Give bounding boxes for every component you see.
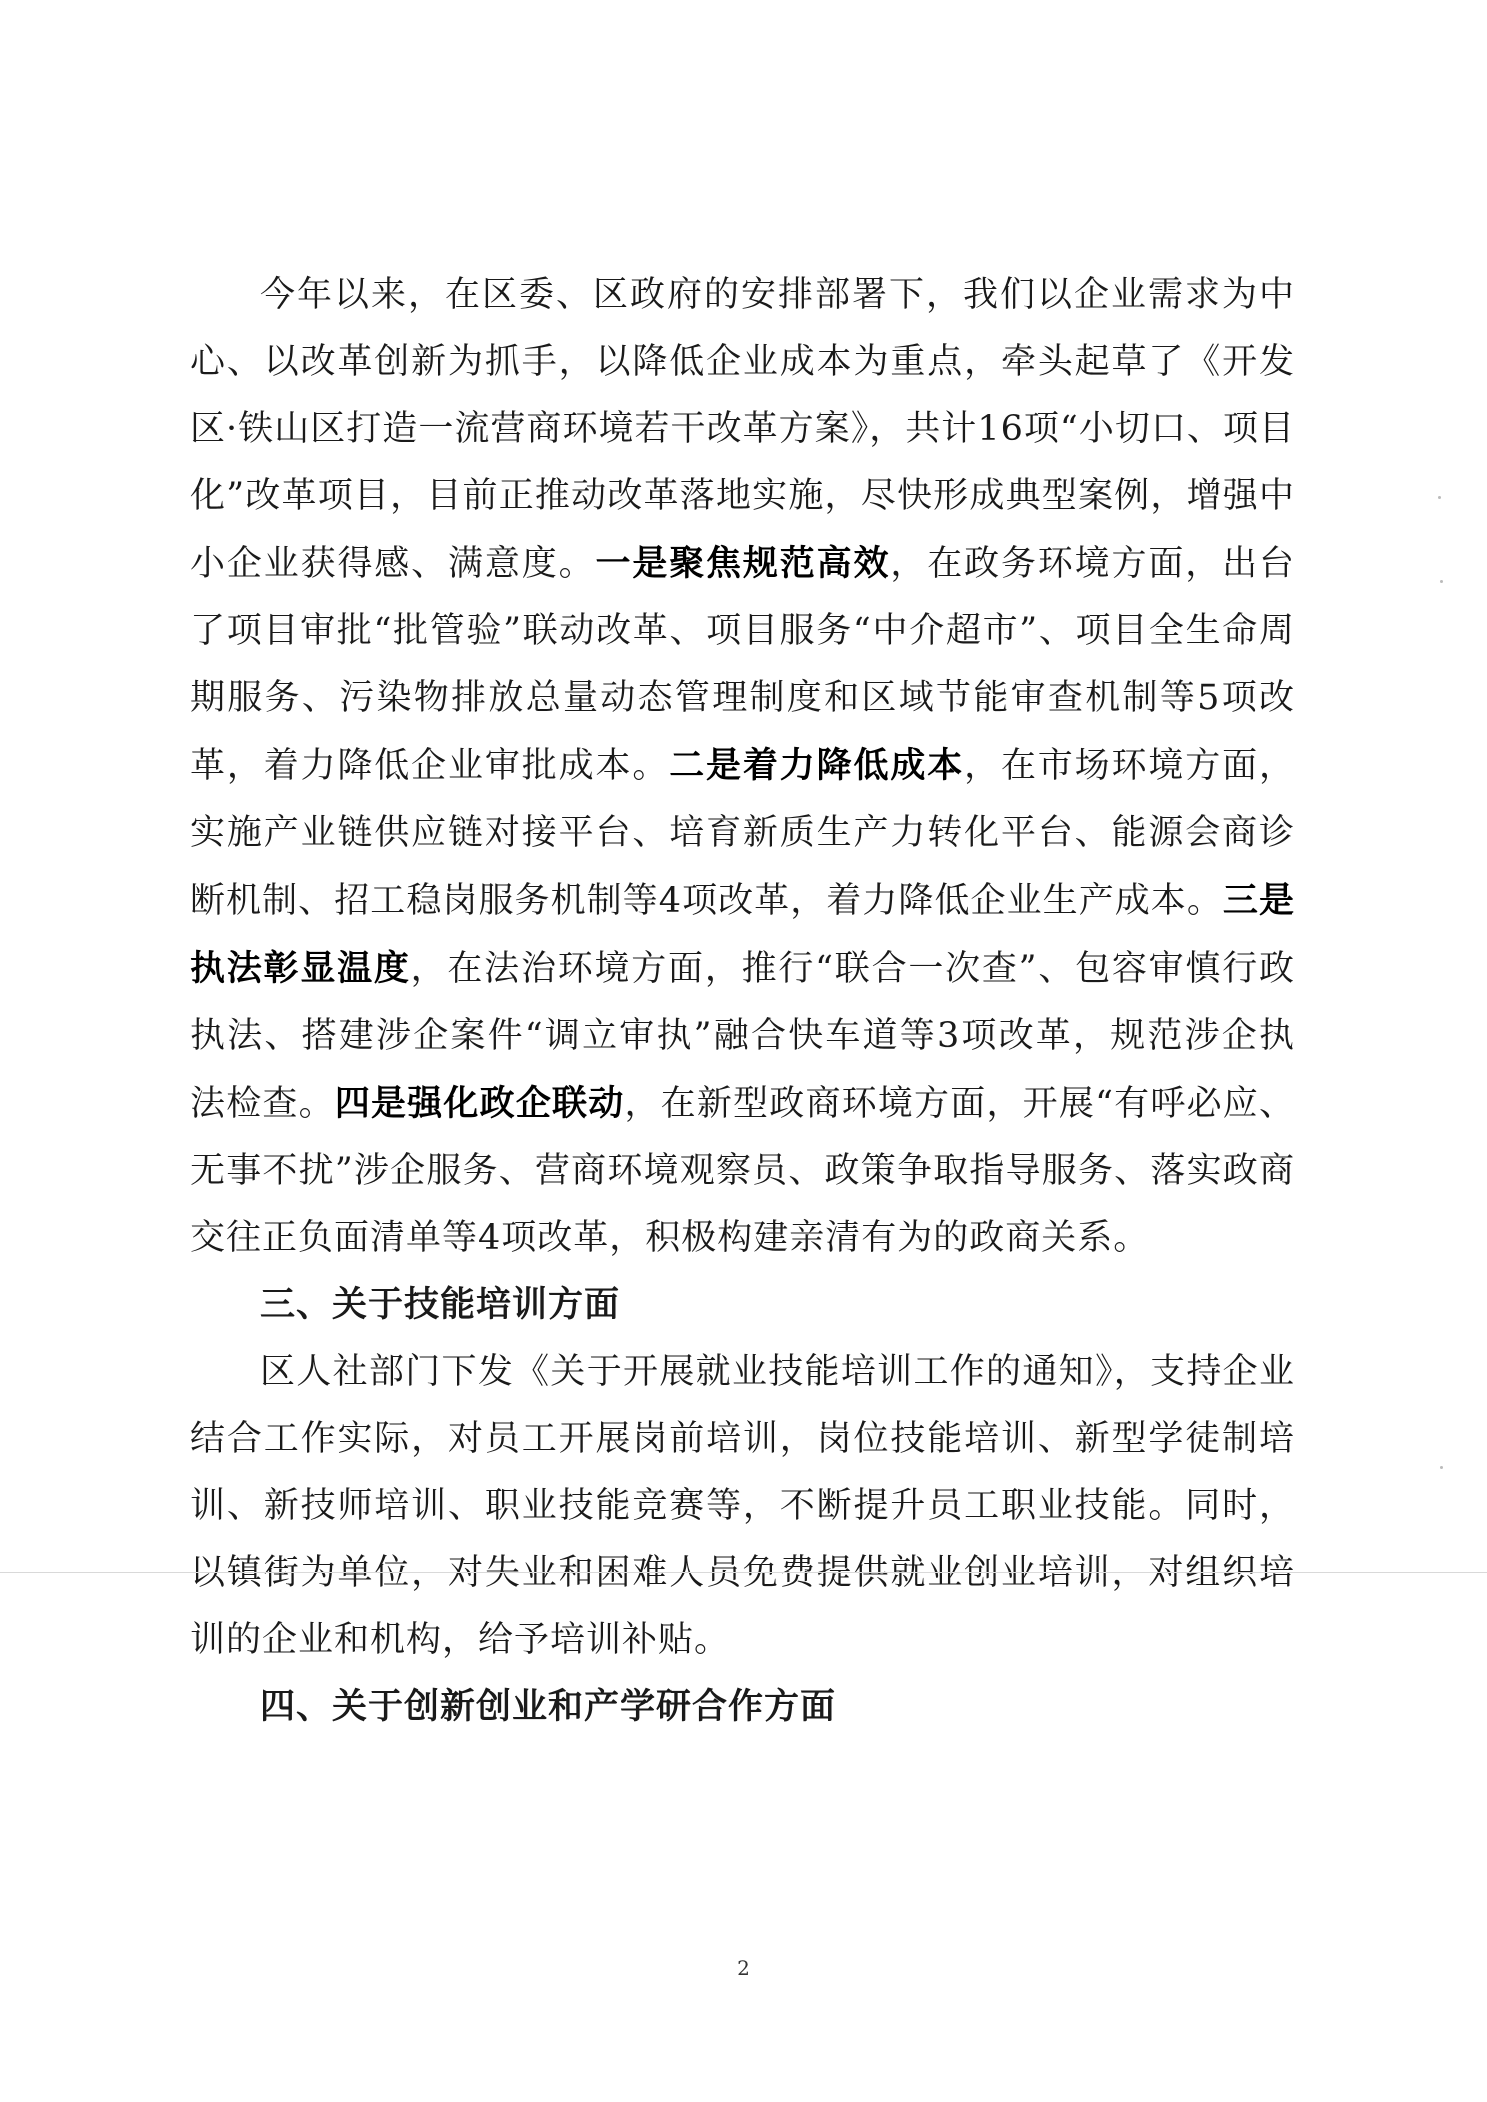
- text-segment: ，在新型政商环境方面，开展“有呼必应、无事不扰”涉企服务、营商环境观察员、政策争取指导服务、落实政商交往正负面清单等4项改革，积极构建亲清有为的政商关系。: [190, 1084, 1295, 1258]
- text-segment: ，在市场环境方面，实施产业链供应链对接平台、培育新质生产力转化平台、能源会商诊断机制、招工稳岗服务机制等4项改革，着力降低企业生产成本。: [190, 746, 1295, 921]
- text-segment: ，在法治环境方面，推行“联合一次查”、包容审慎行政执法、搭建涉企案件“调立审执”融合快车道等3项改革，规范涉企执法检查。: [190, 949, 1295, 1124]
- bold-point-2: 二是着力降低成本: [669, 745, 965, 786]
- text-segment: 今年以来，在区委、区政府的安排部署下，我们以企业需求为中心、以改革创新为抓手，以降低企业成本为重点，牵头起草了《开发区·铁山区打造一流营商环境若干改革方案》，共计16项“小切口、项目化”改革项目，目前正推动改革落地实施，尽快形成典型案例，增强中小企业获得感、满意度。: [190, 275, 1295, 584]
- text-segment: ，在政务环境方面，出台了项目审批“批管验”联动改革、项目服务“中介超市”、项目全生命周期服务、污染物排放总量动态管理制度和区域节能审查机制等5项改革，着力降低企业审批成本。: [190, 544, 1295, 786]
- scan-speck: [1438, 496, 1441, 499]
- page-number: 2: [737, 1956, 750, 1980]
- paragraph-skills-training: 区人社部门下发《关于开展就业技能培训工作的通知》，支持企业结合工作实际，对员工开展岗前培训，岗位技能培训、新型学徒制培训、新技师培训、职业技能竞赛等，不断提升员工职业技能。同时，以镇街为单位，对失业和困难人员免费提供就业创业培训，对组织培训的企业和机构，给予培训补贴。: [190, 1352, 1295, 1660]
- document-body: [190, 262, 1295, 1741]
- bold-point-4: 四是强化政企联动: [334, 1083, 625, 1124]
- section-heading-innovation: 四、关于创新创业和产学研合作方面: [260, 1687, 837, 1727]
- bold-point-3: 三是执法彰显温度: [190, 880, 1295, 989]
- scan-speck: [1440, 1466, 1443, 1469]
- paragraph-reform-overview: [190, 262, 1295, 1272]
- bold-point-1: 一是聚焦规范高效: [595, 543, 891, 584]
- section-heading-skills-training: 三、关于技能培训方面: [260, 1285, 621, 1325]
- scan-fold-line: [0, 1572, 1487, 1573]
- scan-speck: [1440, 580, 1443, 583]
